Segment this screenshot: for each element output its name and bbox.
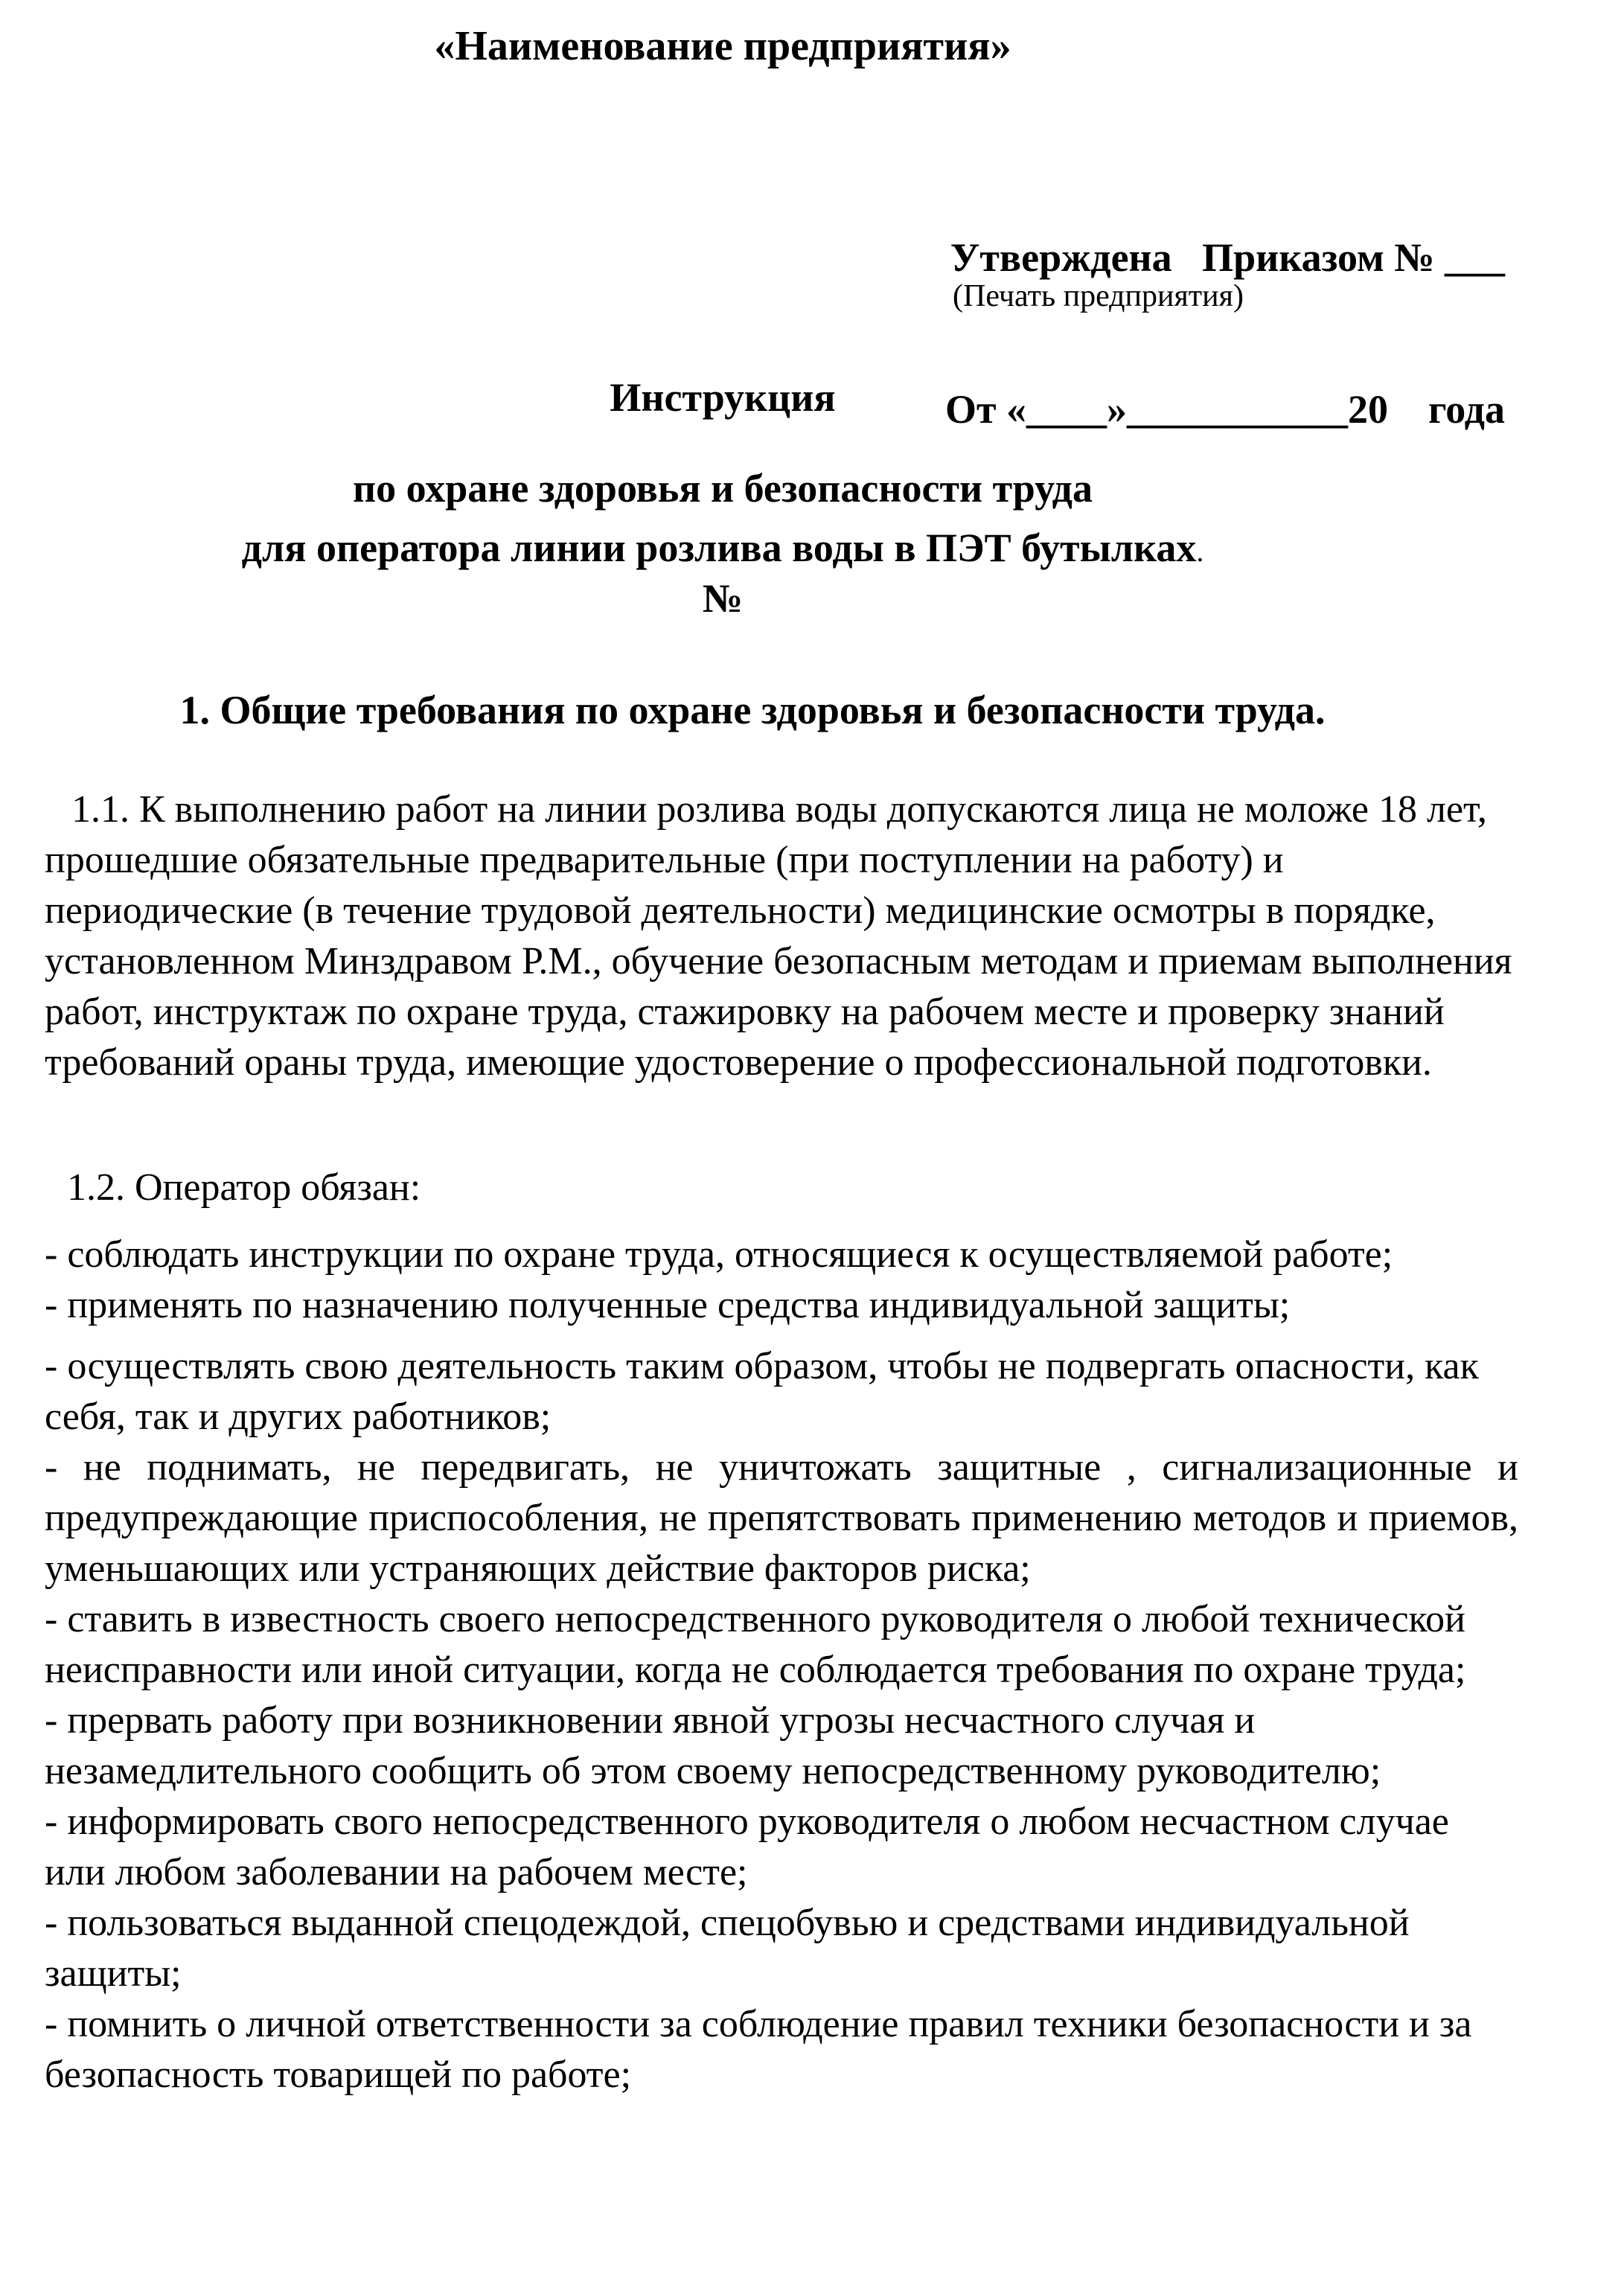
list-item: - информировать свого непосредственного руководителя о любом несчастном случае или любом заболевании на рабочем месте; <box>45 1800 1449 1893</box>
document-title: Инструкция <box>610 375 836 420</box>
section-1-heading: 1. Общие требования по охране здоровья и безопасности труда. <box>179 688 1326 732</box>
document-subtitle-1: по охране здоровья и безопасности труда <box>352 466 1093 511</box>
approval-order-line: Утверждена Приказом № ___ <box>950 235 1505 280</box>
list-item: - ставить в известность своего непосредственного руководителя о любой технической неисправности или иной ситуации, когда не соблюдается требования по охране труда; <box>45 1598 1466 1691</box>
list-item: - соблюдать инструкции по охране труда, относящиеся к осуществляемой работе; <box>45 1233 1393 1276</box>
list-item: - не поднимать, не передвигать, не уничтожать защитные , сигнализационные и предупреждающие приспособления, не препятствовать применению методов и приемов, уменьшающих или устраняющих действие факторов риска; <box>45 1446 1518 1590</box>
approval-date-line: От «____»___________20 года <box>945 387 1505 432</box>
paragraph-1-2 <box>45 1163 1518 1213</box>
list-item: - помнить о личной ответственности за соблюдение правил техники безопасности и за безопасность товарищей по работе; <box>45 2003 1472 2096</box>
list-item: - прервать работу при возникновении явной угрозы несчастного случая и незамедлительного сообщить об этом своему непосредственному руководителю; <box>45 1699 1381 1792</box>
document-number: № <box>702 576 744 621</box>
stamp-placeholder: (Печать предприятия) <box>953 279 1244 313</box>
paragraph-1-1 <box>45 784 1518 1088</box>
company-name: «Наименование предприятия» <box>434 23 1011 69</box>
list-item: - осуществлять свою деятельность таким образом, чтобы не подвергать опасности, как себя, так и других работников; <box>45 1345 1479 1438</box>
subtitle-2-period: . <box>1196 534 1204 568</box>
paragraph-1-1-text: 1.1. К выполнению работ на линии розлива воды допускаются лица не моложе 18 лет, прошедшие обязательные предварительные (при поступлении на работу) и периодические (в течение трудовой деятельности) медицинские осмотры в порядке, установленном Минздравом Р.М., обучение безопасным методам и приемам выполнения работ, инструктаж по охране труда, стажировку на рабочем месте и проверку знаний требований ораны труда, имеющие удостоверение о профессиональной подготовки. <box>45 788 1512 1084</box>
list-item: - применять по назначению полученные средства индивидуальной защиты; <box>45 1284 1291 1326</box>
list-item: - пользоваться выданной спецодеждой, спецобувью и средствами индивидуальной защиты; <box>45 1902 1410 1995</box>
paragraph-1-2-text: 1.2. Оператор обязан: <box>67 1166 421 1209</box>
subtitle-2-text: для оператора линии розлива воды в ПЭТ бутылках <box>241 525 1197 570</box>
duties-list <box>45 1230 1518 2100</box>
document-subtitle-2 <box>0 522 1535 577</box>
